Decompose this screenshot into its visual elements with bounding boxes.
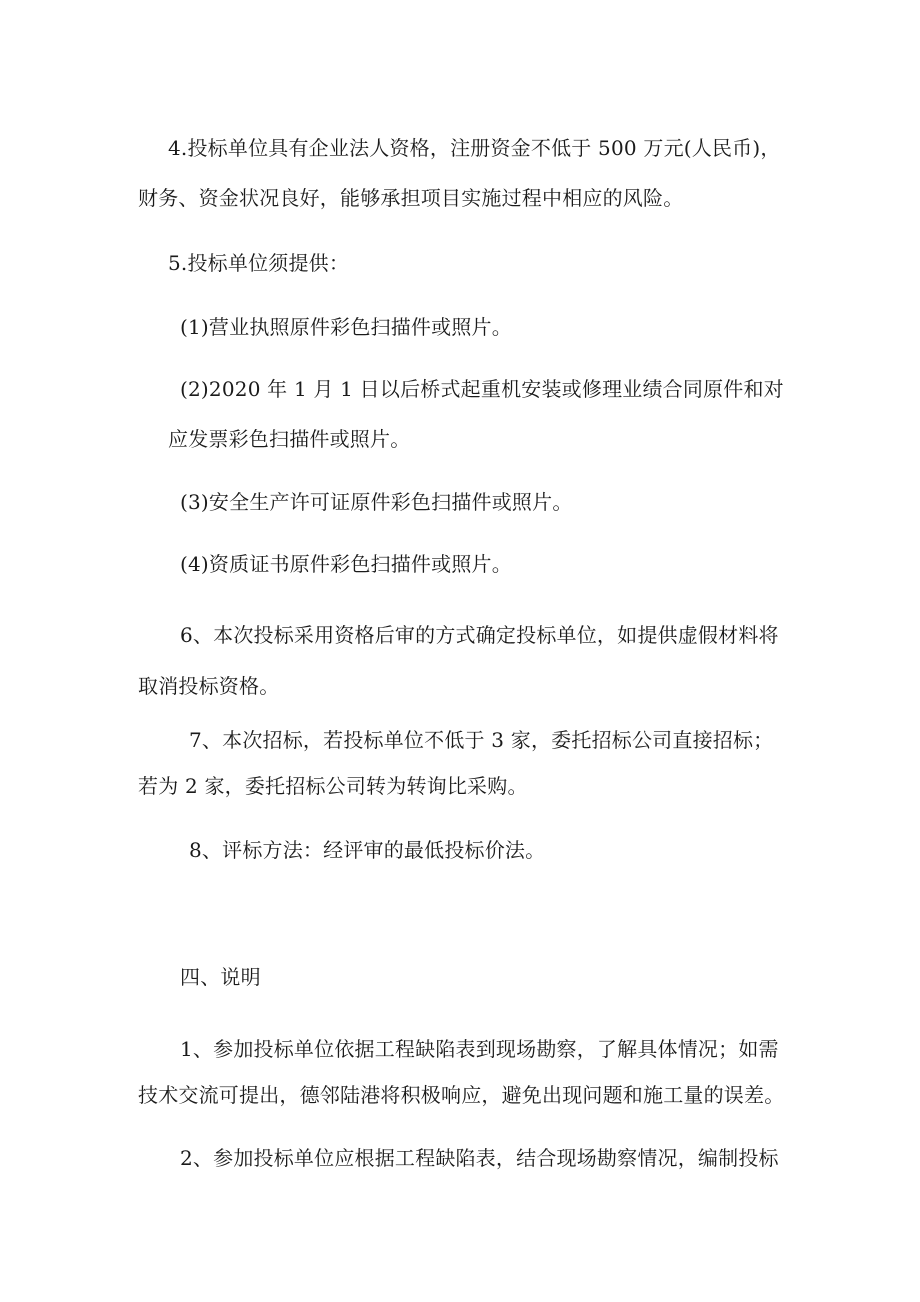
note-2-line-1: 2、参加投标单位应根据工程缺陷表，结合现场勘察情况，编制投标 (180, 1146, 779, 1170)
clause-5-item-3: (3)安全生产许可证原件彩色扫描件或照片。 (180, 490, 573, 514)
clause-6-line-1: 6、本次投标采用资格后审的方式确定投标单位，如提供虚假材料将 (180, 623, 779, 647)
clause-6-line-2: 取消投标资格。 (138, 674, 280, 698)
clause-7-line-1: 7、本次招标，若投标单位不低于 3 家，委托招标公司直接招标； (189, 728, 774, 752)
clause-4-line-2: 财务、资金状况良好，能够承担项目实施过程中相应的风险。 (138, 186, 684, 210)
clause-4-line-1: 4.投标单位具有企业法人资格，注册资金不低于 500 万元(人民币)， (168, 136, 781, 160)
note-1-line-1: 1、参加投标单位依据工程缺陷表到现场勘察，了解具体情况；如需 (180, 1037, 779, 1061)
section-4-heading: 四、说明 (180, 965, 261, 989)
clause-5-item-2-line-1: (2)2020 年 1 月 1 日以后桥式起重机安装或修理业绩合同原件和对 (180, 377, 784, 401)
clause-5-item-2-line-2: 应发票彩色扫描件或照片。 (168, 427, 411, 451)
note-1-line-2: 技术交流可提出，德邻陆港将积极响应，避免出现问题和施工量的误差。 (138, 1083, 785, 1107)
clause-5-item-4: (4)资质证书原件彩色扫描件或照片。 (180, 552, 512, 576)
clause-7-line-2: 若为 2 家，委托招标公司转为转询比采购。 (138, 774, 528, 798)
clause-5-heading: 5.投标单位须提供： (168, 251, 350, 275)
clause-8: 8、评标方法：经评审的最低投标价法。 (189, 838, 546, 862)
clause-5-item-1: (1)营业执照原件彩色扫描件或照片。 (180, 315, 512, 339)
